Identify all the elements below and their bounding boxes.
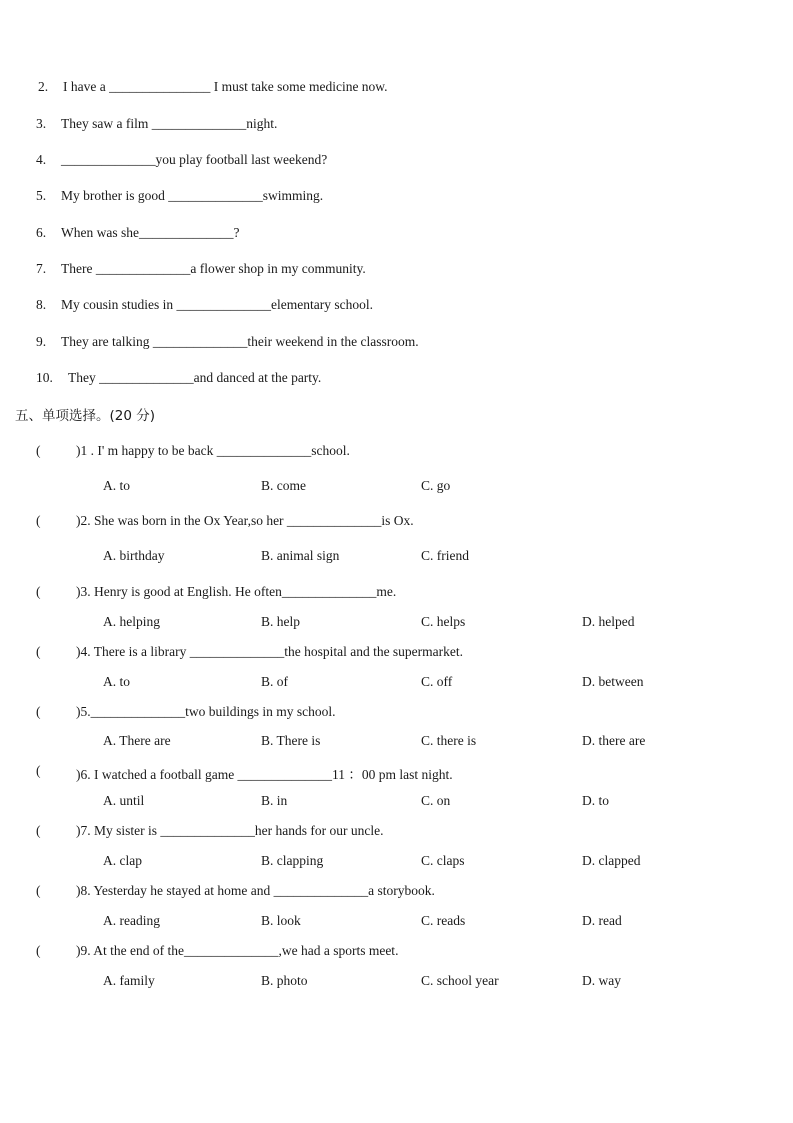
question-stem: )7. My sister is ______________her hands for our uncle. bbox=[76, 823, 384, 838]
item-number: 10. bbox=[36, 370, 53, 385]
option: D. to bbox=[582, 793, 609, 808]
option: A. to bbox=[103, 478, 130, 493]
option: A. clap bbox=[103, 853, 142, 868]
option: C. off bbox=[421, 674, 453, 689]
question-stem: )2. She was born in the Ox Year,so her ______________is Ox. bbox=[76, 513, 414, 528]
option: B. in bbox=[261, 793, 288, 808]
answer-paren: ( bbox=[36, 823, 41, 838]
option: B. animal sign bbox=[261, 548, 340, 563]
option: A. until bbox=[103, 793, 145, 808]
option: C. claps bbox=[421, 853, 465, 868]
question-stem: )3. Henry is good at English. He often______________me. bbox=[76, 584, 397, 599]
option: B. clapping bbox=[261, 853, 324, 868]
answer-paren: ( bbox=[36, 943, 41, 958]
question-stem: )6. I watched a football game ______________11 ：00 pm last night. bbox=[76, 767, 453, 782]
option: D. way bbox=[582, 973, 621, 988]
answer-paren: ( bbox=[36, 443, 41, 458]
item-text: When was she______________? bbox=[61, 225, 240, 240]
item-number: 4. bbox=[36, 152, 47, 167]
option: B. of bbox=[261, 674, 288, 689]
option: C. friend bbox=[421, 548, 469, 563]
question-stem: )1 . I' m happy to be back ______________school. bbox=[76, 443, 350, 458]
answer-paren: ( bbox=[36, 584, 41, 599]
answer-paren: ( bbox=[36, 704, 41, 719]
question-stem: )8. Yesterday he stayed at home and ______________a storybook. bbox=[76, 883, 435, 898]
question-stem: )9. At the end of the______________,we had a sports meet. bbox=[76, 943, 399, 958]
item-number: 7. bbox=[36, 261, 47, 276]
item-number: 8. bbox=[36, 297, 47, 312]
item-text: I have a _______________ I must take some medicine now. bbox=[63, 79, 388, 94]
option: B. There is bbox=[261, 733, 321, 748]
answer-paren: ( bbox=[36, 763, 41, 778]
option: D. read bbox=[582, 913, 622, 928]
question-stem: )5.______________two buildings in my school. bbox=[76, 704, 336, 719]
item-text: My cousin studies in ______________elementary school. bbox=[61, 297, 373, 312]
item-number: 6. bbox=[36, 225, 47, 240]
option: B. look bbox=[261, 913, 301, 928]
answer-paren: ( bbox=[36, 883, 41, 898]
option: A. helping bbox=[103, 614, 160, 629]
item-number: 2. bbox=[38, 79, 49, 94]
option: B. help bbox=[261, 614, 300, 629]
option: A. There are bbox=[103, 733, 171, 748]
option: C. on bbox=[421, 793, 451, 808]
option: C. reads bbox=[421, 913, 466, 928]
option: C. go bbox=[421, 478, 451, 493]
option: C. helps bbox=[421, 614, 466, 629]
item-number: 5. bbox=[36, 188, 47, 203]
item-number: 3. bbox=[36, 116, 47, 131]
section-title: 五、单项选择。(20 分) bbox=[15, 408, 156, 424]
option: D. there are bbox=[582, 733, 646, 748]
item-number: 9. bbox=[36, 334, 47, 349]
option: A. reading bbox=[103, 913, 160, 928]
option: C. there is bbox=[421, 733, 477, 748]
option: D. helped bbox=[582, 614, 635, 629]
option: C. school year bbox=[421, 973, 499, 988]
option: D. clapped bbox=[582, 853, 641, 868]
item-text: ______________you play football last weekend? bbox=[61, 152, 328, 167]
answer-paren: ( bbox=[36, 513, 41, 528]
item-text: There ______________a flower shop in my community. bbox=[61, 261, 366, 276]
item-text: They ______________and danced at the party. bbox=[68, 370, 322, 385]
item-text: My brother is good ______________swimming. bbox=[61, 188, 324, 203]
option: D. between bbox=[582, 674, 644, 689]
option: B. come bbox=[261, 478, 306, 493]
option: A. to bbox=[103, 674, 130, 689]
item-text: They are talking ______________their weekend in the classroom. bbox=[61, 334, 419, 349]
option: B. photo bbox=[261, 973, 308, 988]
option: A. family bbox=[103, 973, 155, 988]
item-text: They saw a film ______________night. bbox=[61, 116, 278, 131]
question-stem: )4. There is a library ______________the hospital and the supermarket. bbox=[76, 644, 464, 659]
option: A. birthday bbox=[103, 548, 165, 563]
answer-paren: ( bbox=[36, 644, 41, 659]
